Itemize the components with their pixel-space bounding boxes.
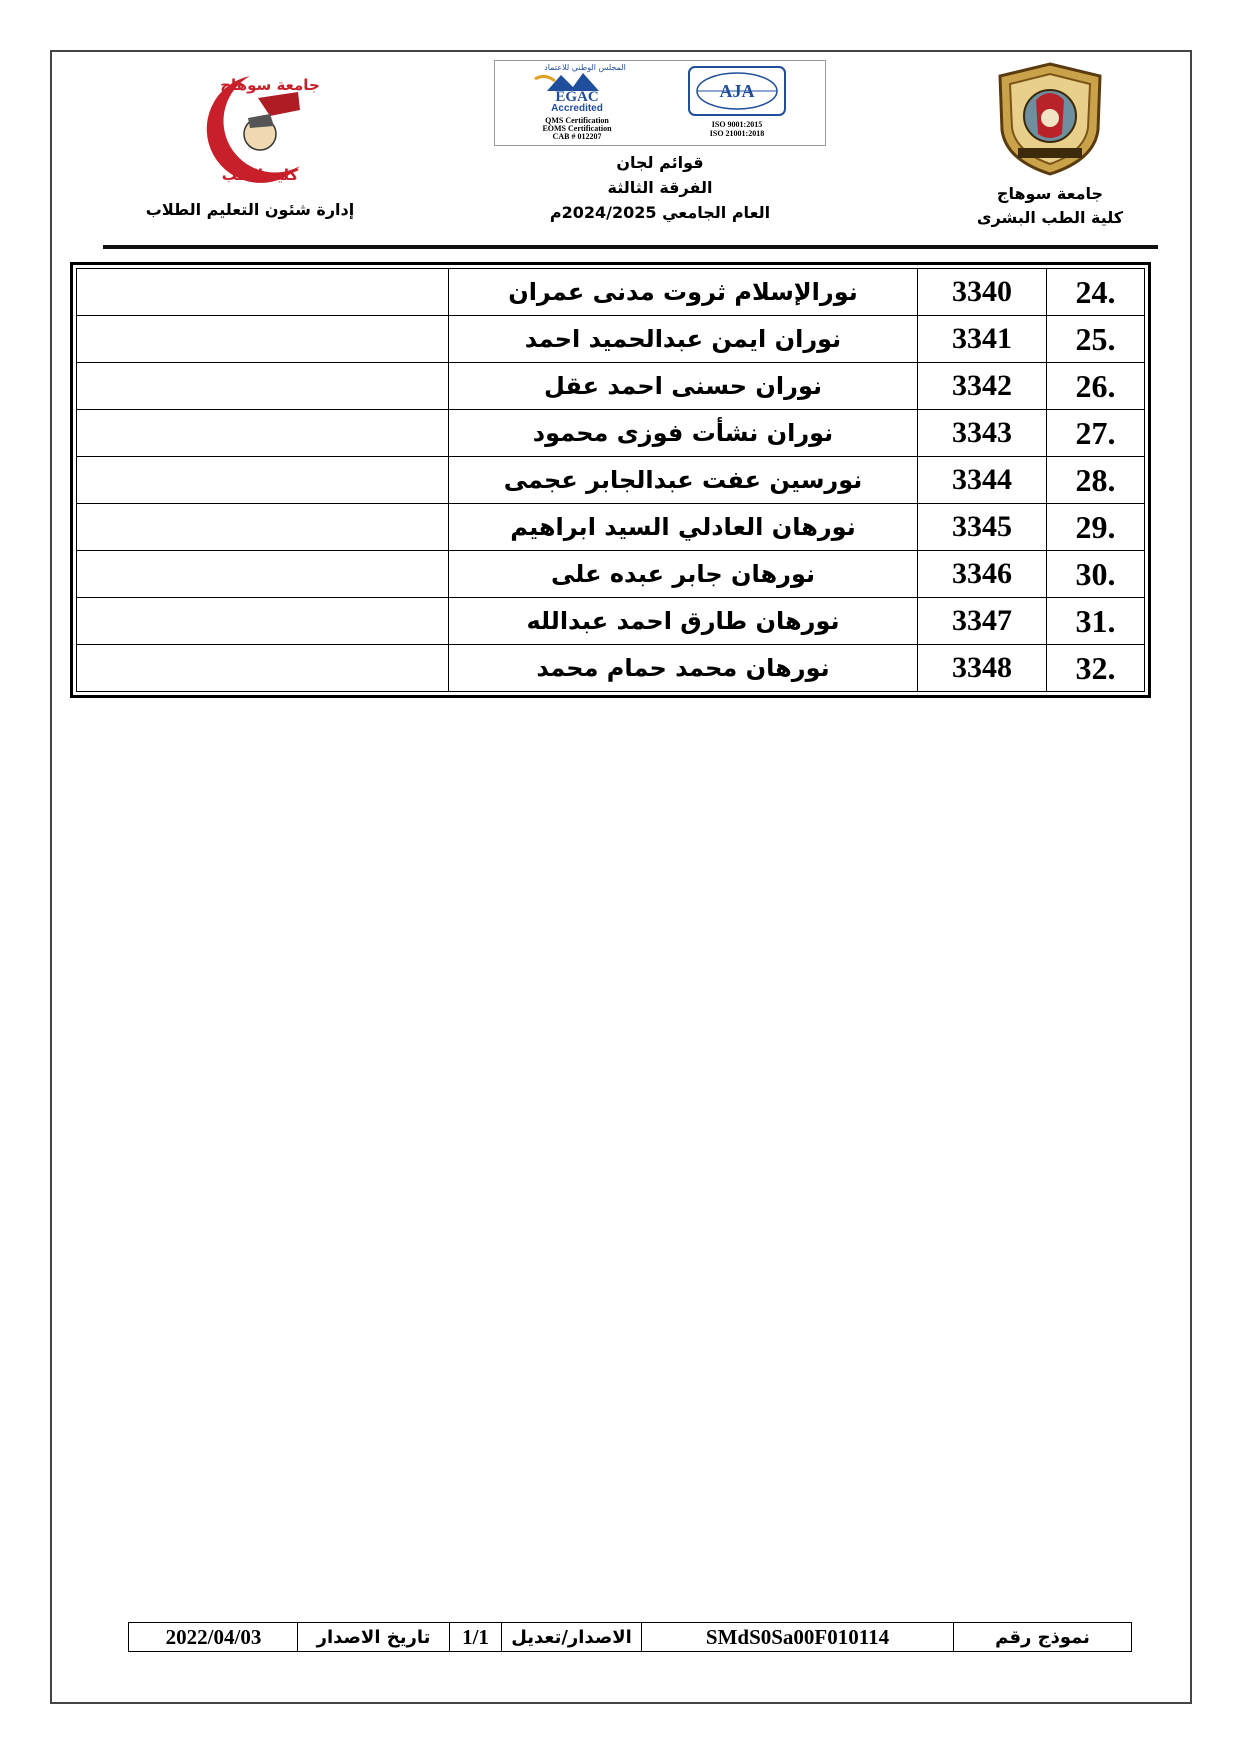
student-name: نورسين عفت عبدالجابر عجمى bbox=[449, 457, 918, 504]
egac-aja-logo-icon bbox=[495, 61, 825, 145]
academic-year: العام الجامعي 2024/2025م bbox=[549, 203, 771, 222]
row-number: 30. bbox=[1047, 551, 1145, 598]
svg-text:ISO 9001:2015: ISO 9001:2015 bbox=[711, 120, 763, 129]
table-row bbox=[77, 316, 1145, 363]
form-footer bbox=[128, 1622, 1132, 1652]
svg-text:QMS Certification: QMS Certification bbox=[545, 116, 609, 125]
student-name: نورهان طارق احمد عبدالله bbox=[449, 598, 918, 645]
seat-number: 3341 bbox=[918, 316, 1047, 363]
header-divider bbox=[103, 245, 1158, 249]
row-number: 27. bbox=[1047, 410, 1145, 457]
committee-table bbox=[70, 262, 1151, 698]
blank-cell bbox=[77, 504, 449, 551]
row-number: 25. bbox=[1047, 316, 1145, 363]
seat-number: 3344 bbox=[918, 457, 1047, 504]
row-number: 26. bbox=[1047, 363, 1145, 410]
table-row bbox=[77, 551, 1145, 598]
table-row bbox=[77, 504, 1145, 551]
center-header bbox=[490, 60, 830, 225]
table-row bbox=[77, 645, 1145, 692]
table-row bbox=[77, 598, 1145, 645]
form-number: SMdS0Sa00F010114 bbox=[641, 1623, 953, 1651]
form-number-label: نموذج رقم bbox=[953, 1623, 1131, 1651]
blank-cell bbox=[77, 363, 449, 410]
faculty-logo-icon bbox=[150, 70, 350, 190]
blank-cell bbox=[77, 269, 449, 316]
svg-text:كلية الطب: كلية الطب bbox=[221, 166, 299, 184]
svg-text:ISO 21001:2018: ISO 21001:2018 bbox=[709, 129, 765, 138]
svg-text:Accredited: Accredited bbox=[551, 103, 603, 114]
row-number: 32. bbox=[1047, 645, 1145, 692]
list-title: قوائم لجان bbox=[616, 153, 704, 172]
faculty-name: كلية الطب البشرى bbox=[976, 208, 1124, 227]
svg-text:EGAC: EGAC bbox=[555, 89, 599, 105]
row-number: 29. bbox=[1047, 504, 1145, 551]
student-name: نوران نشأت فوزى محمود bbox=[449, 410, 918, 457]
seat-number: 3347 bbox=[918, 598, 1047, 645]
student-name: نورهان العادلي السيد ابراهيم bbox=[449, 504, 918, 551]
department-name: إدارة شئون التعليم الطلاب bbox=[145, 200, 355, 219]
svg-text:EOMS Certification: EOMS Certification bbox=[542, 124, 612, 133]
seat-number: 3343 bbox=[918, 410, 1047, 457]
svg-text:CAB # 012207: CAB # 012207 bbox=[552, 132, 602, 141]
seat-number: 3348 bbox=[918, 645, 1047, 692]
student-name: نوران حسنى احمد عقل bbox=[449, 363, 918, 410]
edition-value: 1/1 bbox=[449, 1623, 501, 1651]
row-number: 28. bbox=[1047, 457, 1145, 504]
seat-number: 3340 bbox=[918, 269, 1047, 316]
year-level: الفرقة الثالثة bbox=[607, 178, 713, 197]
seat-number: 3345 bbox=[918, 504, 1047, 551]
student-name: نورهان جابر عبده على bbox=[449, 551, 918, 598]
issue-date: 2022/04/03 bbox=[165, 1624, 262, 1649]
table-row bbox=[77, 410, 1145, 457]
svg-text:AJA: AJA bbox=[719, 81, 755, 101]
student-name: نورالإسلام ثروت مدنى عمران bbox=[449, 269, 918, 316]
row-number: 24. bbox=[1047, 269, 1145, 316]
row-number: 31. bbox=[1047, 598, 1145, 645]
blank-cell bbox=[77, 645, 449, 692]
blank-cell bbox=[77, 598, 449, 645]
edition-label: الاصدار/تعديل bbox=[501, 1623, 641, 1651]
issue-date-label: تاريخ الاصدار bbox=[297, 1623, 449, 1651]
department-block bbox=[140, 70, 360, 222]
university-crest-icon bbox=[988, 60, 1112, 178]
svg-text:جامعة سوهاج: جامعة سوهاج bbox=[220, 76, 320, 94]
seat-number: 3342 bbox=[918, 363, 1047, 410]
certification-logos bbox=[494, 60, 826, 146]
table-row bbox=[77, 363, 1145, 410]
blank-cell bbox=[77, 457, 449, 504]
blank-cell bbox=[77, 316, 449, 363]
blank-cell bbox=[77, 410, 449, 457]
university-name: جامعة سوهاج bbox=[996, 184, 1104, 203]
blank-cell bbox=[77, 551, 449, 598]
university-block bbox=[965, 60, 1135, 230]
table-row bbox=[77, 269, 1145, 316]
seat-number: 3346 bbox=[918, 551, 1047, 598]
svg-text:المجلس الوطني للاعتماد: المجلس الوطني للاعتماد bbox=[544, 63, 626, 72]
student-name: نوران ايمن عبدالحميد احمد bbox=[449, 316, 918, 363]
student-name: نورهان محمد حمام محمد bbox=[449, 645, 918, 692]
table-row bbox=[77, 457, 1145, 504]
